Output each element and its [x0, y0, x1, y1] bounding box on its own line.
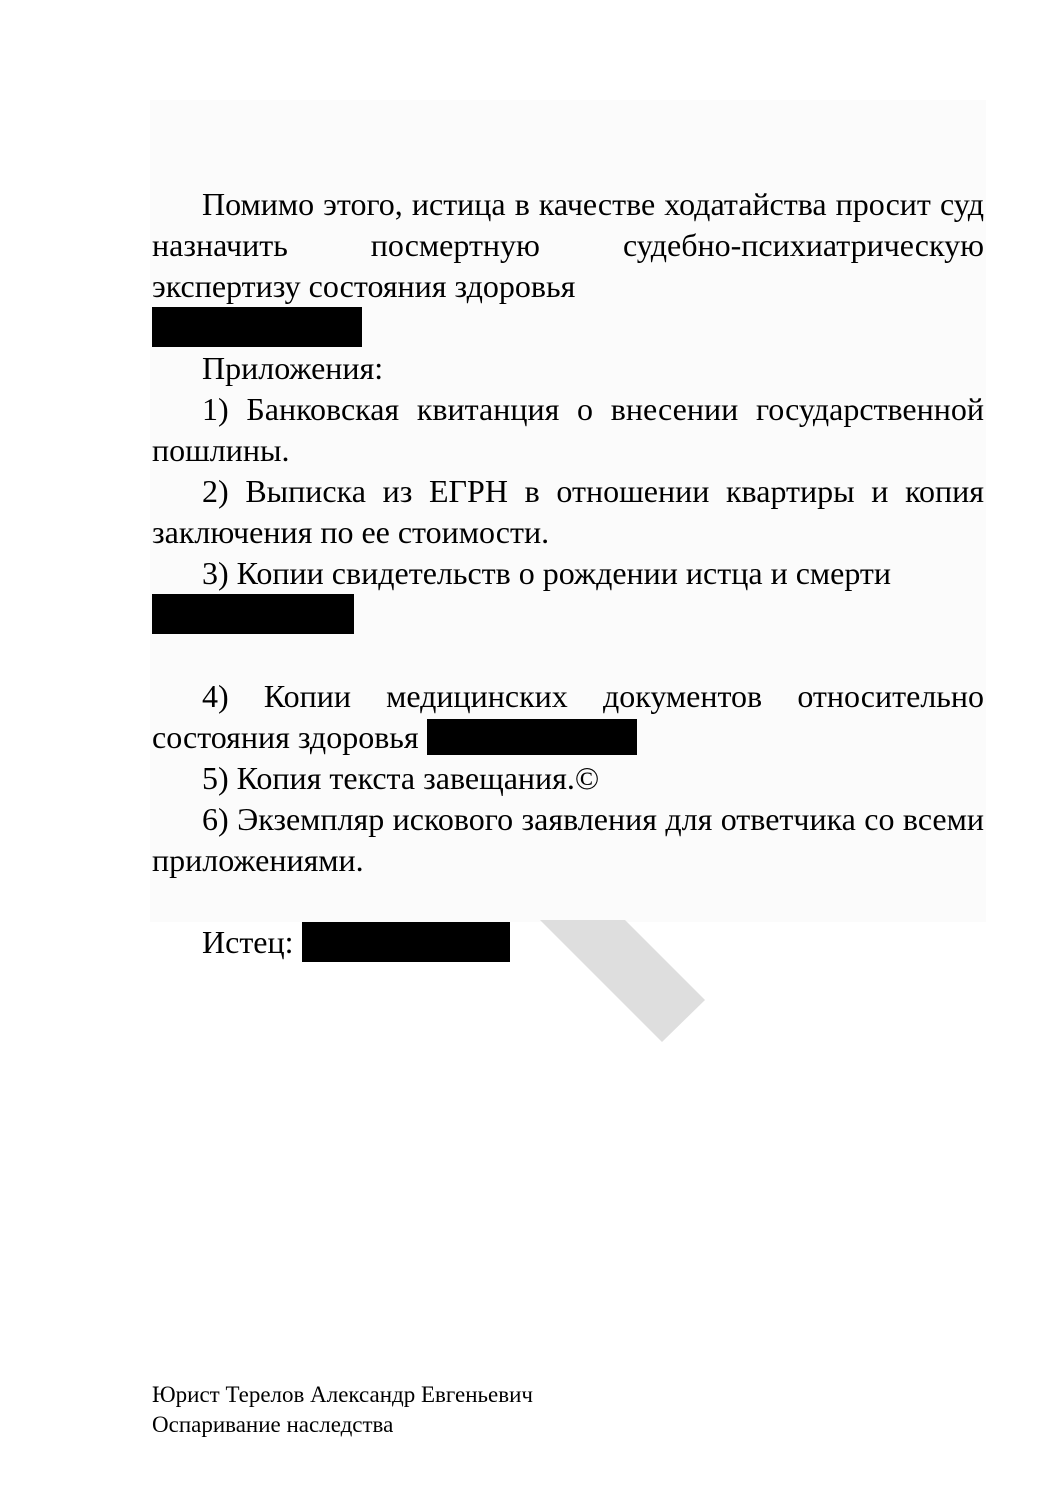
attachment-item-3: 3) Копии свидетельств о рождении истца и смерти: [202, 555, 892, 591]
blank-line: [152, 635, 984, 676]
redacted-name-block: [152, 307, 362, 347]
attachment-item-2: 2) Выписка из ЕГРН в отношении квартиры и копия заключения по ее стоимости.: [152, 473, 984, 550]
attachment-item-4: [152, 676, 984, 758]
redacted-name-block: [427, 719, 637, 755]
attachment-item-6: 6) Экземпляр искового заявления для ответчика со всеми приложениями.: [152, 801, 984, 878]
redaction-row: [152, 307, 984, 348]
attachment-item-1: 1) Банковская квитанция о внесении государственной пошлины.: [152, 391, 984, 468]
redacted-name-block: [152, 594, 354, 634]
attachments-heading: Приложения:: [202, 350, 384, 386]
petition-text: Помимо этого, истица в качестве ходатайства просит суд назначить посмертную судебно-психиатрическую экспертизу состояния здоровья: [152, 186, 984, 304]
redaction-row: [152, 594, 984, 635]
attachment-item-5: 5) Копия текста завещания.©: [202, 760, 600, 796]
attachment-item-4-text: 4) Копии медицинских документов относительно состояния здоровья: [152, 678, 984, 755]
footer-topic: Оспаривание наследства: [152, 1412, 394, 1437]
document-body: [152, 184, 984, 963]
watermark-shape: [540, 920, 705, 1042]
footer: [152, 1380, 752, 1440]
redacted-signature-block: [302, 922, 510, 962]
blank-line: [152, 881, 984, 922]
footer-author: Юрист Терелов Александр Евгеньевич: [152, 1382, 533, 1407]
signature-label: Истец:: [202, 924, 294, 960]
petition-paragraph: [152, 184, 984, 307]
watermark-mark: [540, 920, 710, 1045]
